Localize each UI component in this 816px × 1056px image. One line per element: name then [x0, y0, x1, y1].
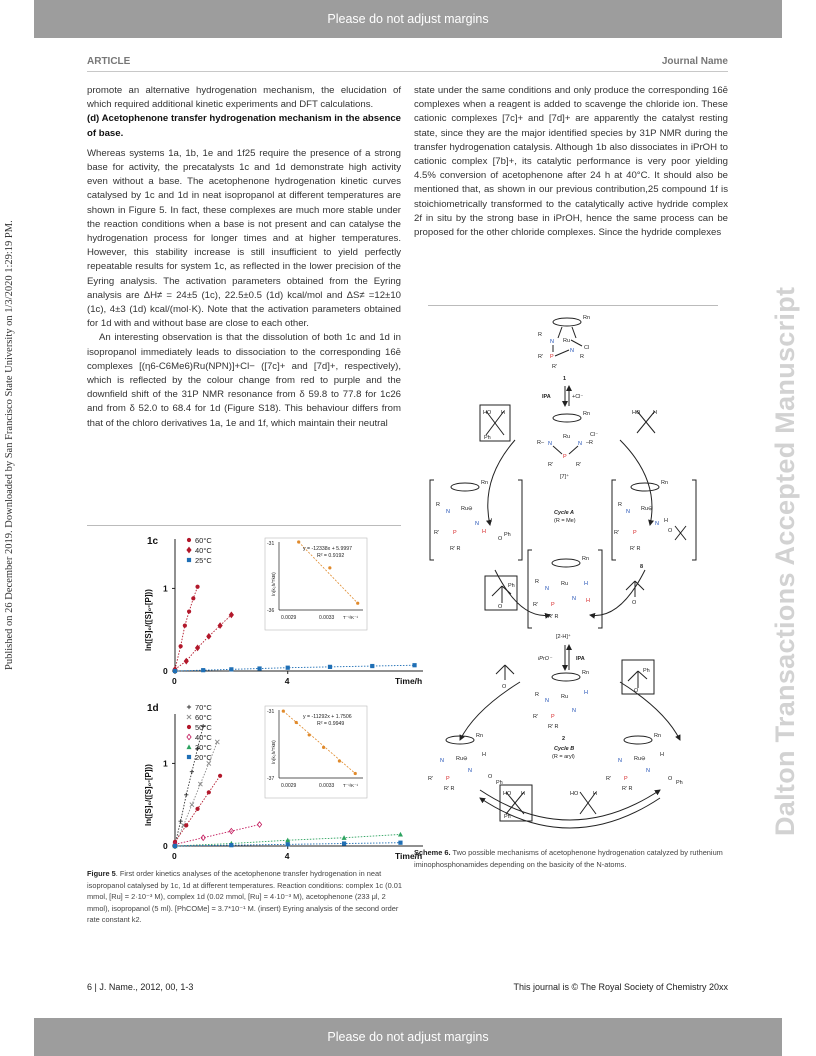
- legend-marker: [187, 725, 191, 729]
- svg-text:N: N: [550, 339, 554, 345]
- svg-text:Rn: Rn: [583, 411, 591, 417]
- svg-text:HO: HO: [483, 410, 492, 416]
- legend-label: 50°C: [195, 723, 212, 732]
- svg-text:P: P: [563, 454, 567, 460]
- label-2: 2: [562, 736, 566, 742]
- complex-2h-structure: [528, 550, 602, 628]
- svg-text:N: N: [626, 509, 630, 515]
- svg-text:R: R: [535, 692, 539, 698]
- svg-text:R': R': [533, 602, 539, 608]
- svg-text:P: P: [551, 714, 555, 720]
- journal-name: Journal Name: [661, 56, 728, 67]
- data-point: [173, 844, 177, 848]
- accepted-manuscript-watermark: Dalton Transactions Accepted Manuscript: [770, 286, 800, 836]
- top-banner-text: Please do not adjust margins: [327, 12, 489, 26]
- scheme-divider: [428, 305, 718, 306]
- svg-text:N: N: [446, 509, 450, 515]
- svg-text:N: N: [440, 758, 444, 764]
- x-axis-label: Time/h: [395, 676, 423, 686]
- svg-text:N: N: [468, 768, 472, 774]
- figure-5-caption-label: Figure 5: [87, 869, 116, 878]
- svg-text:Ru: Ru: [563, 338, 571, 344]
- svg-text:Ru⊖: Ru⊖: [456, 756, 468, 762]
- data-point: [195, 807, 199, 811]
- x-axis-label: Time/h: [395, 851, 423, 861]
- acetone-structure-2: [496, 665, 514, 690]
- transition-state-left: [430, 480, 522, 560]
- bottom-banner-text: Please do not adjust margins: [327, 1030, 489, 1044]
- inset-x-tick-label: 0.0029: [281, 783, 297, 789]
- svg-text:H: H: [653, 410, 657, 416]
- data-point: [190, 803, 194, 807]
- svg-text:HO: HO: [632, 410, 641, 416]
- svg-text:H: H: [482, 529, 486, 535]
- data-point: [257, 666, 261, 670]
- data-point: [198, 782, 202, 786]
- svg-text:P: P: [624, 776, 628, 782]
- figure-5-kinetics-plots: [90, 528, 423, 868]
- svg-text:N: N: [545, 586, 549, 592]
- svg-text:R': R': [552, 364, 558, 370]
- svg-text:R: R: [580, 354, 584, 360]
- svg-text:H: H: [586, 598, 590, 604]
- svg-text:R': R': [614, 530, 620, 536]
- svg-text:Ru: Ru: [561, 694, 569, 700]
- svg-text:N: N: [655, 521, 659, 527]
- svg-text:O: O: [498, 536, 503, 542]
- svg-text:Ru⊖: Ru⊖: [641, 506, 653, 512]
- data-point: [190, 770, 194, 774]
- svg-text:H: H: [660, 752, 664, 758]
- svg-text:N: N: [548, 441, 552, 447]
- series-trendline: [175, 665, 415, 671]
- svg-text:P: P: [550, 354, 554, 360]
- y-tick-label: 0: [163, 841, 168, 851]
- inset-data-point: [322, 746, 325, 749]
- svg-text:N: N: [578, 441, 582, 447]
- svg-text:H: H: [488, 518, 492, 524]
- svg-text:Rn: Rn: [661, 480, 669, 486]
- inset-y-tick-label: -36: [267, 608, 275, 614]
- data-point: [179, 819, 183, 823]
- svg-text:Ph: Ph: [504, 532, 511, 538]
- data-point: [173, 669, 177, 673]
- svg-text:R' R: R' R: [548, 614, 559, 620]
- inset-data-point: [282, 710, 285, 713]
- svg-text:R': R': [606, 776, 612, 782]
- inset-x-tick-label: 0.0033: [319, 615, 335, 621]
- legend-marker: [187, 705, 191, 709]
- data-point: [398, 832, 403, 837]
- legend-label: 30°C: [195, 743, 212, 752]
- x-tick-label: 0: [172, 676, 177, 686]
- published-sidebar: [4, 150, 18, 670]
- right-text-column: [414, 84, 728, 240]
- svg-text:Cl⁻: Cl⁻: [590, 432, 599, 438]
- inset-equation: y = -11292x + 1.7506: [303, 714, 352, 720]
- inset-data-point: [328, 566, 331, 569]
- data-point: [215, 740, 219, 744]
- inset-x-tick-label: 0.0033: [319, 783, 335, 789]
- legend-marker: [187, 538, 191, 542]
- svg-text:P: P: [633, 530, 637, 536]
- svg-text:N: N: [618, 758, 622, 764]
- svg-text:Rn: Rn: [583, 315, 591, 321]
- inset-data-point: [338, 759, 341, 762]
- data-point: [398, 841, 402, 845]
- data-point: [286, 666, 290, 670]
- inset-data-point: [354, 772, 357, 775]
- data-point: [342, 841, 346, 845]
- svg-text:Ru⊖: Ru⊖: [634, 756, 646, 762]
- inset-r2: R² = 0.9949: [317, 721, 345, 727]
- legend-label: 70°C: [195, 703, 212, 712]
- svg-text:O: O: [634, 688, 639, 694]
- data-point: [229, 667, 233, 671]
- y-tick-label: 1: [163, 583, 168, 594]
- legend-marker: [187, 744, 192, 749]
- section-heading: (d) Acetophenone transfer hydrogenation mechanism in the absence of base.: [87, 113, 401, 139]
- inset-y-axis-label: ln(k₂h/TkB): [272, 740, 277, 764]
- inset-x-tick-label: 0.0029: [281, 615, 297, 621]
- series-trendline: [175, 615, 231, 670]
- data-point: [412, 663, 416, 667]
- header-divider: [87, 71, 728, 72]
- legend-marker: [187, 755, 191, 759]
- inset-data-point: [295, 721, 298, 724]
- inset-data-point: [308, 733, 311, 736]
- svg-text:P: P: [551, 602, 555, 608]
- svg-text:N: N: [545, 698, 549, 704]
- data-point: [328, 665, 332, 669]
- panel-label: 1d: [147, 703, 159, 714]
- svg-text:HO: HO: [503, 791, 512, 797]
- svg-text:N: N: [572, 708, 576, 714]
- figure-5-caption: [87, 868, 403, 926]
- svg-text:H: H: [584, 690, 588, 696]
- legend-label: 25°C: [195, 556, 212, 565]
- svg-text:N: N: [646, 768, 650, 774]
- svg-text:O: O: [502, 684, 507, 690]
- data-point: [187, 609, 191, 613]
- x-tick-label: 4: [284, 851, 290, 861]
- svg-text:R: R: [538, 332, 542, 338]
- paragraph: state under the same conditions and only produce the corresponding 16ē complexes when a reagent is added to scavenge the chloride ion. These cationic complexes [7c]+ and [7d]+ are apparently the catalyst resting state, since they are the major identified species by 31P NMR during the transfer hydrogenation catalysis. Although 1b also dissociates in iPrOH to cationic complex [7b]+, its catalytic performance is very poor yielding 4.5% conversion of acetophenone after 24 h at 40°C. It should also be mentioned that, as shown in our previous contribution,25 compound 1f is stoichiometrically transformed to the catalytically active hydride complex 2f in situ by the strong base in iPrOH, hence the same process can be proposed for the other chloride complexes. Since the hydride complexes: [414, 85, 728, 239]
- data-point: [286, 842, 290, 846]
- svg-text:R' R: R' R: [444, 786, 455, 792]
- complex-7-structure: [537, 411, 598, 468]
- label-1: 1: [563, 376, 567, 382]
- inset-x-axis-label: T⁻¹/K⁻¹: [343, 615, 359, 620]
- data-point: [229, 843, 233, 847]
- data-point: [191, 596, 195, 600]
- svg-text:R: R: [436, 502, 440, 508]
- cycle-b-intermediate-right: [606, 733, 683, 792]
- paragraph: Whereas systems 1a, 1b, 1e and 1f25 require the presence of a strong base for activity, the precatalysts 1c and 1d demonstrate high activity even without a base. The acetophenone hydrogenation kinetic curves catalysed by 1c and 1d in neat isopropanol at different temperatures are shown in Figure 5. In fact, these complexes are much more stable under the reaction conditions when a base is not present and can catalyse the hydrogenation process for longer times and at higher temperatures. However, this stability increase is still insufficient to yield perfectly repeatable results for system 1c, as reflected in the lower precision of the Eyring analysis. The activation parameters obtained from the Eyring analysis are ΔH≠ = 24±5 (1c), 22.5±0.5 (1d) kcal/mol and ΔS≠ =12±10 (1c), 4±3 (1d) kcal/(mol·K). Note that the activation parameters obtained for 1d with and without base are close to each other.: [87, 147, 401, 330]
- y-tick-label: 1: [163, 758, 168, 769]
- legend-marker: [187, 715, 191, 719]
- data-point: [207, 790, 211, 794]
- svg-text:R': R': [576, 462, 582, 468]
- svg-text:R': R': [428, 776, 434, 782]
- series-trendline: [175, 825, 260, 845]
- paragraph: promote an alternative hydrogenation mechanism, the elucidation of which required additional kinetic experiments and DFT calculations.: [87, 85, 401, 111]
- svg-text:Ph: Ph: [484, 435, 491, 441]
- svg-text:Ph: Ph: [496, 780, 503, 786]
- x-tick-label: 4: [284, 676, 290, 686]
- label-plus-cl: +Cl⁻: [572, 394, 584, 400]
- complex-1-structure: [538, 315, 590, 370]
- figure-divider: [87, 525, 401, 526]
- svg-text:Ru: Ru: [561, 581, 569, 587]
- svg-text:O: O: [668, 528, 673, 534]
- label-8: 8: [640, 564, 644, 570]
- svg-text:O: O: [632, 600, 637, 606]
- svg-text:Ph: Ph: [504, 814, 511, 820]
- data-point: [179, 644, 183, 648]
- inset-equation: y = -12338x + 5.9997: [303, 546, 353, 552]
- svg-text:R: R: [535, 579, 539, 585]
- svg-text:Ph: Ph: [676, 780, 683, 786]
- svg-text:Rn: Rn: [582, 556, 590, 562]
- x-tick-label: 0: [172, 851, 177, 861]
- svg-text:H: H: [584, 581, 588, 587]
- svg-text:R': R': [538, 354, 544, 360]
- top-margin-banner: [34, 0, 782, 38]
- svg-text:Rn: Rn: [476, 733, 484, 739]
- published-note: Published on 26 December 2019. Downloaded by San Francisco State University on 1/3/2020 1:29:19 PM.: [4, 220, 15, 670]
- scheme-6-caption-text: Two possible mechanisms of acetophenone hydrogenation catalyzed by ruthenium iminophosphonamides depending on the basicity of the N-atoms.: [414, 848, 723, 869]
- panel-label: 1c: [147, 536, 159, 547]
- svg-text:N: N: [572, 596, 576, 602]
- legend-label: 40°C: [195, 546, 212, 555]
- svg-text:O: O: [488, 774, 493, 780]
- svg-text:R' R: R' R: [450, 546, 461, 552]
- legend-label: 60°C: [195, 536, 212, 545]
- inset-x-axis-label: T⁻¹/K⁻¹: [343, 783, 359, 788]
- inset-y-axis-label: ln(k₂h/TkB): [272, 572, 277, 596]
- left-text-column: [87, 84, 401, 431]
- cycle-b-intermediate-left: [428, 733, 503, 792]
- legend-label: 40°C: [195, 733, 212, 742]
- inset-y-tick-label: -37: [267, 776, 275, 782]
- svg-text:Ph: Ph: [508, 583, 515, 589]
- isopropanol-structure: [632, 410, 657, 433]
- data-point: [195, 585, 199, 589]
- inset-y-tick-label: -31: [267, 709, 275, 715]
- svg-text:–R: –R: [586, 440, 594, 446]
- data-point: [184, 793, 188, 797]
- y-axis-label: ln([S]₀/([S]₀-[P])): [144, 764, 153, 826]
- svg-text:R–: R–: [537, 440, 545, 446]
- acetone-structure: [626, 581, 644, 606]
- footer-copyright: This journal is © The Royal Society of Chemistry 20xx: [513, 982, 728, 992]
- inset-y-tick-label: -31: [267, 541, 275, 547]
- inset-data-point: [297, 540, 300, 543]
- footer-citation: 6 | J. Name., 2012, 00, 1-3: [87, 982, 194, 992]
- paragraph: An interesting observation is that the dissolution of both 1c and 1d in isopropanol immediately leads to dissociation to the corresponding 16ē complexes [(η6-C6Me6)Ru(NPN)]+Cl− ([7c]+ and [7d]+, respectively), which is reflected by the colour change from red to purple and the downfield shift of the 31P NMR resonance from δ 59.8 to 77.8 for 1c26 and from δ 52.0 to 68.4 for 1d (Figure S18). This behaviour differs from that of the chloro derivatives 1a, 1e and 1f, which maintain their neutral: [87, 332, 401, 429]
- legend-label: 60°C: [195, 713, 212, 722]
- svg-text:R: R: [618, 502, 622, 508]
- cycle-b-label: Cycle B: [554, 746, 575, 752]
- svg-text:H: H: [501, 410, 505, 416]
- cycle-a-sub: (R = Me): [554, 518, 576, 524]
- svg-text:R' R: R' R: [548, 724, 559, 730]
- svg-text:O: O: [498, 604, 503, 610]
- watermark-sidebar: [770, 226, 810, 836]
- svg-text:R' R: R' R: [630, 546, 641, 552]
- figure-5-caption-text: . First order kinetics analyses of the acetophenone transfer hydrogenation in neat isopropanol catalysed by 1c, 1d at different temperatures. Reaction conditions: complex 1c (0.01 mmol, [Ru] = 2·10⁻³ M), complex 1d (0.02 mmol, [Ru] = 4·10⁻³ M), acetophenone (233 μl, 2 mmol), isopropanol (5 ml). [PhCOMe] = 3.7*10⁻¹ M. (insert) Eyring analysis of the second order rate constant k2.: [87, 869, 402, 924]
- article-label: ARTICLE: [87, 56, 131, 67]
- svg-text:H: H: [521, 791, 525, 797]
- data-point: [184, 823, 188, 827]
- legend-marker: [187, 734, 191, 739]
- isopropanol-structure-2: [570, 791, 597, 814]
- label-2h: [2-H]⁺: [556, 634, 571, 640]
- label-7: [7]⁺: [560, 474, 570, 480]
- legend-marker: [187, 547, 191, 552]
- svg-text:R': R': [434, 530, 440, 536]
- svg-text:R': R': [533, 714, 539, 720]
- svg-text:Cl: Cl: [584, 345, 590, 351]
- label-ipro: iPrO⁻: [538, 656, 552, 662]
- cycle-b-sub: (R = aryl): [552, 754, 575, 760]
- svg-text:H: H: [664, 518, 668, 524]
- svg-text:O: O: [668, 776, 673, 782]
- data-point: [201, 668, 205, 672]
- label-ipa: IPA: [542, 394, 551, 400]
- cycle-a-label: Cycle A: [554, 510, 574, 516]
- scheme-6-caption-label: Scheme 6.: [414, 848, 451, 857]
- data-point: [218, 774, 222, 778]
- inset-data-point: [356, 602, 359, 605]
- svg-text:Rn: Rn: [481, 480, 489, 486]
- scheme-6-catalytic-cycles: [420, 310, 730, 845]
- svg-text:P: P: [446, 776, 450, 782]
- inset-r2: R² = 0.9192: [317, 553, 345, 559]
- data-point: [183, 623, 187, 627]
- svg-text:Ru⊖: Ru⊖: [461, 506, 473, 512]
- legend-marker: [187, 558, 191, 562]
- data-point: [370, 664, 374, 668]
- label-ipa-2: IPA: [576, 656, 585, 662]
- svg-text:H: H: [482, 752, 486, 758]
- svg-text:Rn: Rn: [654, 733, 662, 739]
- scheme-6-caption: [414, 847, 728, 870]
- svg-text:Ph: Ph: [643, 668, 650, 674]
- bottom-margin-banner: [34, 1018, 782, 1056]
- svg-text:HO: HO: [570, 791, 579, 797]
- svg-text:Ru: Ru: [563, 434, 571, 440]
- transition-state-8: [612, 480, 696, 560]
- svg-text:H: H: [593, 791, 597, 797]
- svg-text:R': R': [548, 462, 554, 468]
- svg-text:R' R: R' R: [622, 786, 633, 792]
- svg-text:N: N: [475, 521, 479, 527]
- svg-text:Rn: Rn: [582, 670, 590, 676]
- y-axis-label: ln([S]₀/([S]₀-[P])): [144, 589, 153, 651]
- legend-label: 20°C: [195, 753, 212, 762]
- svg-text:N: N: [570, 348, 574, 354]
- y-tick-label: 0: [163, 666, 168, 676]
- svg-text:P: P: [453, 530, 457, 536]
- complex-2-structure: [533, 670, 589, 730]
